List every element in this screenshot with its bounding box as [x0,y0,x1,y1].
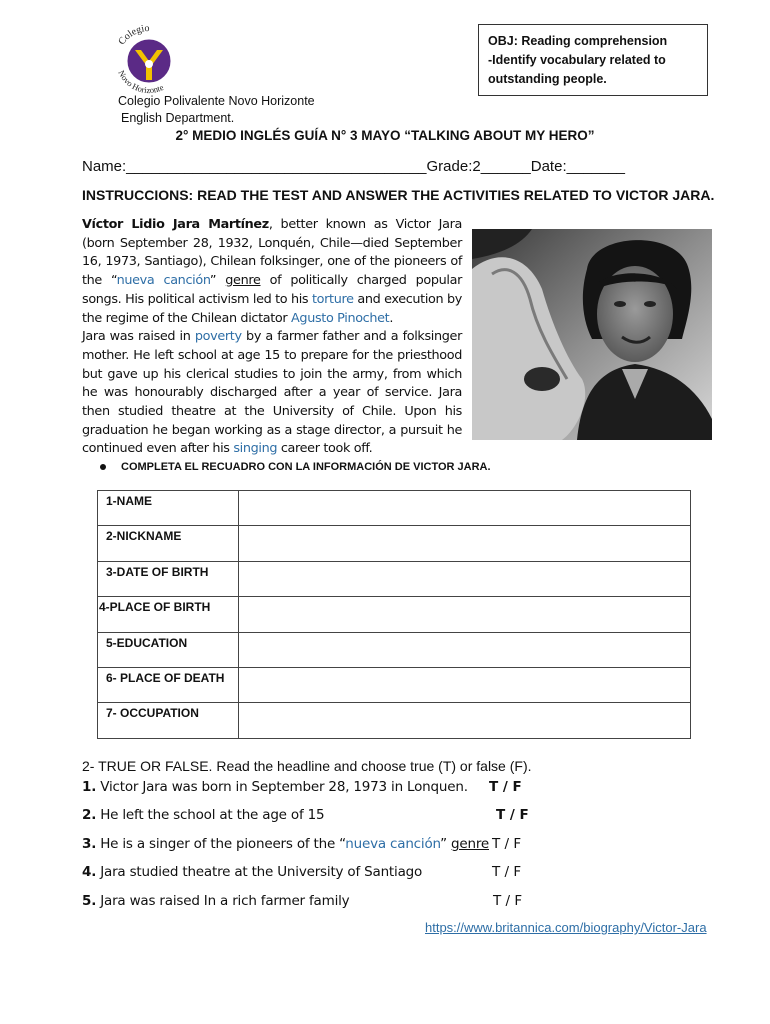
source-link[interactable]: https://www.britannica.com/biography/Victor-Jara [425,920,707,935]
logo-text-bottom: Novo Horizonte [116,68,165,96]
task2-heading: 2- TRUE OR FALSE. Read the headline and choose true (T) or false (F). [82,758,532,774]
name-grade-date-line: Name:____________________________________Grade:2______Date:_______ [82,158,626,175]
school-name: Colegio Polivalente Novo Horizonte [118,94,315,108]
tf-item [82,836,489,852]
objective-line: OBJ: Reading comprehension [488,34,668,48]
bullet-icon [100,464,106,470]
link-nueva-cancion[interactable]: nueva canción [116,273,210,289]
item-text: He is a singer of the pioneers of the “ [96,836,346,852]
item-number: 1. [82,779,97,795]
tf-item [82,864,422,880]
link-torture[interactable]: torture [311,291,354,307]
objective-line: outstanding people. [488,72,607,86]
item-number: 2. [82,807,97,823]
table-row [98,491,691,526]
task1-instruction [100,461,491,473]
item-text: He left the school at the age of 15 [96,807,325,823]
item-text: ” [440,836,452,852]
table-row [98,667,691,702]
tf-option[interactable]: T / F [496,807,529,823]
item-text: Jara was raised In a rich farmer family [96,893,350,909]
bio-text: , better known as Victor Jara (born September 28, 1932, Lonquén, Chile—died September 16, 1973, Santiago), Chilean folksinger, one of the pioneers of the “ [82,217,462,289]
tf-item [82,893,349,909]
bio-text: Jara was raised in [82,329,195,345]
table-row [98,561,691,596]
objective-line: -Identify vocabulary related to [488,53,666,67]
genre-word: genre [225,273,261,289]
bio-text: and execution by the regime of the Chilean dictator [82,291,462,326]
tf-item [82,779,468,795]
item-number: 4. [82,864,97,880]
link-pinochet[interactable]: Agusto Pinochet [291,310,390,326]
item-text: Jara studied theatre at the University of Santiago [96,864,423,880]
row-label: 7- OCCUPATION [98,703,239,738]
row-label: 5-EDUCATION [98,632,239,667]
answer-cell[interactable] [239,597,691,632]
tf-option[interactable]: T / F [489,779,522,795]
bio-text: by a farmer father and a folksinger mother. He left school at age 15 to prepare for the priesthood but gave up his clerical studies to join the army, from which he was honourably discharged after a year of service. Jara then studied theatre at the University of Chile. Upon his graduation he began working as a stage director, a pursuit he continued even after his [82,329,462,457]
bio-text: of politically charged popular songs. His political activism led to his [82,273,462,307]
bio-text: career took off. [277,441,373,457]
info-table [97,490,691,739]
worksheet-title: 2° MEDIO INGLÉS GUÍA N° 3 MAYO “TALKING ABOUT MY HERO” [175,128,595,143]
biography-text [82,216,462,459]
bio-name: Víctor Lidio Jara Martínez [82,217,269,232]
school-department: English Department. [121,111,235,125]
answer-cell[interactable] [239,491,691,526]
table-row [98,526,691,561]
row-label: 3-DATE OF BIRTH [98,561,239,596]
bio-text: ” [209,273,226,289]
answer-cell[interactable] [239,632,691,667]
table-row [98,597,691,632]
school-logo [108,20,190,102]
link-poverty[interactable]: poverty [194,329,242,345]
table-row [98,703,691,738]
task1-instruction-text: COMPLETA EL RECUADRO CON LA INFORMACIÓN DE VICTOR JARA. [121,461,491,473]
objective-box [478,24,708,96]
row-label: 6- PLACE OF DEATH [98,667,239,702]
genre-word: genre [451,836,490,852]
item-number: 5. [82,893,97,909]
victor-jara-photo [472,229,712,440]
tf-option[interactable]: T / F [493,893,523,909]
table-row [98,632,691,667]
item-number: 3. [82,836,97,852]
row-label: 2-NICKNAME [98,526,239,561]
logo-text-top: Colegio [116,22,150,48]
answer-cell[interactable] [239,703,691,738]
tf-item [82,807,324,823]
row-label: 1-NAME [98,491,239,526]
row-label: 4-PLACE OF BIRTH [98,597,239,632]
school-info [118,93,315,127]
tf-option[interactable]: T / F [492,864,522,880]
answer-cell[interactable] [239,561,691,596]
item-text: Victor Jara was born in September 28, 1973 in Lonquen. [96,779,468,795]
instructions: INSTRUCCIONS: READ THE TEST AND ANSWER THE ACTIVITIES RELATED TO VICTOR JARA. [82,187,715,203]
link-singing[interactable]: singing [233,441,278,457]
answer-cell[interactable] [239,526,691,561]
answer-cell[interactable] [239,667,691,702]
link-nueva-cancion[interactable]: nueva canción [345,836,441,852]
bio-text: . [389,310,394,326]
tf-option[interactable]: T / F [492,836,522,852]
